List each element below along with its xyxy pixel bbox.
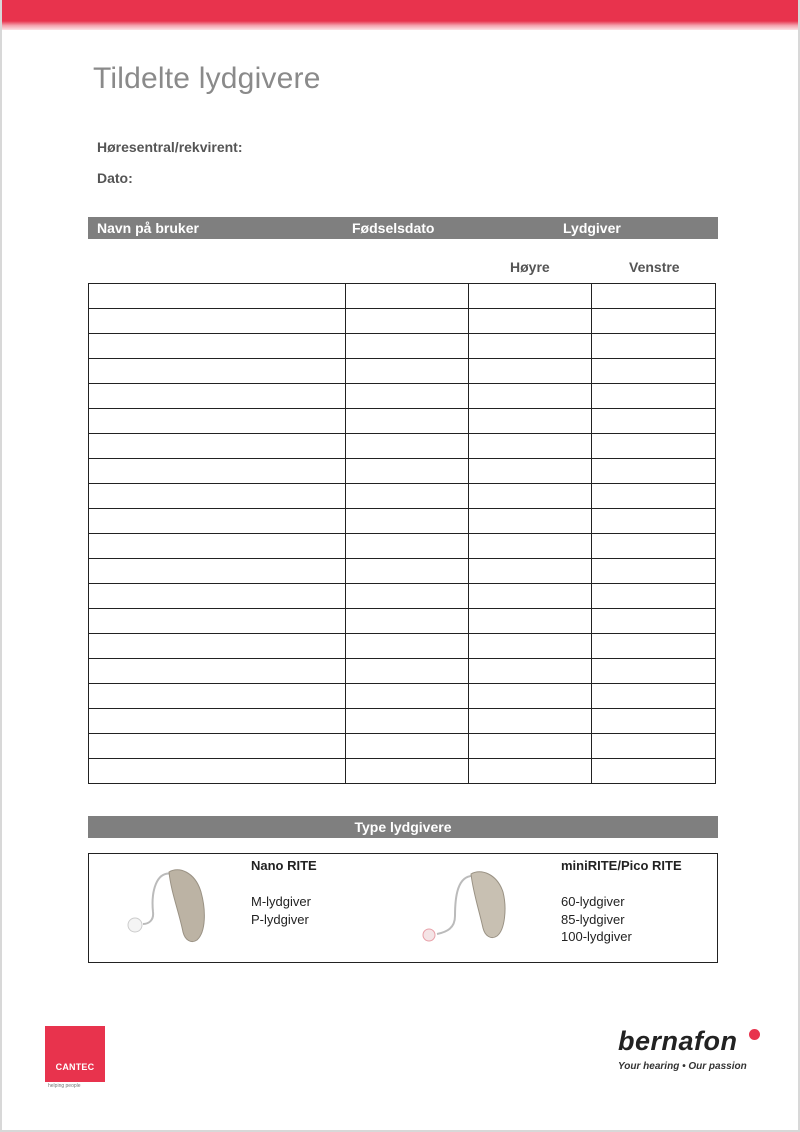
birthdate-cell[interactable]: [346, 709, 469, 734]
table-row: [89, 634, 716, 659]
nano-rite-title: Nano RITE: [251, 858, 317, 873]
header-name: Navn på bruker: [97, 220, 199, 236]
types-heading: Type lydgivere: [354, 819, 452, 835]
left-receiver-cell[interactable]: [592, 609, 716, 634]
types-box: [88, 853, 718, 963]
left-receiver-cell[interactable]: [592, 709, 716, 734]
page-border: [0, 0, 2, 1132]
name-cell[interactable]: [89, 659, 346, 684]
left-receiver-cell[interactable]: [592, 584, 716, 609]
nano-rite-device-image: [111, 862, 221, 950]
left-receiver-cell[interactable]: [592, 484, 716, 509]
name-cell[interactable]: [89, 334, 346, 359]
page-title: Tildelte lydgivere: [93, 62, 321, 95]
birthdate-cell[interactable]: [346, 409, 469, 434]
table-row: [89, 359, 716, 384]
right-receiver-cell[interactable]: [469, 334, 592, 359]
table-row: [89, 484, 716, 509]
right-receiver-cell[interactable]: [469, 734, 592, 759]
cantec-logo: [45, 1026, 105, 1082]
right-receiver-cell[interactable]: [469, 609, 592, 634]
right-receiver-cell[interactable]: [469, 709, 592, 734]
birthdate-cell[interactable]: [346, 334, 469, 359]
name-cell[interactable]: [89, 434, 346, 459]
birthdate-cell[interactable]: [346, 384, 469, 409]
right-receiver-cell[interactable]: [469, 584, 592, 609]
left-receiver-cell[interactable]: [592, 534, 716, 559]
center-label: Høresentral/rekvirent:: [97, 139, 243, 155]
birthdate-cell[interactable]: [346, 509, 469, 534]
types-header-bar: [88, 816, 718, 838]
right-receiver-cell[interactable]: [469, 534, 592, 559]
right-receiver-cell[interactable]: [469, 284, 592, 309]
birthdate-cell[interactable]: [346, 434, 469, 459]
birthdate-cell[interactable]: [346, 759, 469, 784]
table-row: [89, 534, 716, 559]
name-cell[interactable]: [89, 734, 346, 759]
birthdate-cell[interactable]: [346, 659, 469, 684]
mini-item: 60-lydgiver: [561, 894, 625, 909]
name-cell[interactable]: [89, 609, 346, 634]
birthdate-cell[interactable]: [346, 459, 469, 484]
name-cell[interactable]: [89, 284, 346, 309]
birthdate-cell[interactable]: [346, 484, 469, 509]
left-receiver-cell[interactable]: [592, 384, 716, 409]
left-receiver-cell[interactable]: [592, 734, 716, 759]
name-cell[interactable]: [89, 359, 346, 384]
left-receiver-cell[interactable]: [592, 459, 716, 484]
name-cell[interactable]: [89, 634, 346, 659]
right-receiver-cell[interactable]: [469, 559, 592, 584]
table-row: [89, 609, 716, 634]
left-receiver-cell[interactable]: [592, 434, 716, 459]
minirite-title: miniRITE/Pico RITE: [561, 858, 682, 873]
header-receiver: Lydgiver: [563, 220, 621, 236]
table-row: [89, 459, 716, 484]
right-receiver-cell[interactable]: [469, 634, 592, 659]
name-cell[interactable]: [89, 534, 346, 559]
right-receiver-cell[interactable]: [469, 759, 592, 784]
right-receiver-cell[interactable]: [469, 484, 592, 509]
table-row: [89, 684, 716, 709]
table-row: [89, 384, 716, 409]
left-receiver-cell[interactable]: [592, 659, 716, 684]
name-cell[interactable]: [89, 309, 346, 334]
table-row: [89, 734, 716, 759]
birthdate-cell[interactable]: [346, 534, 469, 559]
mini-item: 100-lydgiver: [561, 929, 632, 944]
name-cell[interactable]: [89, 509, 346, 534]
table-row: [89, 559, 716, 584]
table-row: [89, 509, 716, 534]
birthdate-cell[interactable]: [346, 634, 469, 659]
table-row: [89, 334, 716, 359]
right-receiver-cell[interactable]: [469, 459, 592, 484]
left-receiver-cell[interactable]: [592, 409, 716, 434]
name-cell[interactable]: [89, 384, 346, 409]
table-header-bar: [88, 217, 718, 239]
table-row: [89, 409, 716, 434]
name-cell[interactable]: [89, 559, 346, 584]
right-receiver-cell[interactable]: [469, 384, 592, 409]
top-accent-band: [0, 0, 800, 30]
name-cell[interactable]: [89, 484, 346, 509]
left-receiver-cell[interactable]: [592, 309, 716, 334]
left-receiver-cell[interactable]: [592, 509, 716, 534]
birthdate-cell[interactable]: [346, 359, 469, 384]
table-row: [89, 759, 716, 784]
right-receiver-cell[interactable]: [469, 409, 592, 434]
left-receiver-cell[interactable]: [592, 684, 716, 709]
left-receiver-cell[interactable]: [592, 334, 716, 359]
right-receiver-cell[interactable]: [469, 309, 592, 334]
name-cell[interactable]: [89, 684, 346, 709]
birthdate-cell[interactable]: [346, 684, 469, 709]
right-receiver-cell[interactable]: [469, 659, 592, 684]
subheader-right: Høyre: [510, 259, 550, 275]
header-birthdate: Fødselsdato: [352, 220, 435, 236]
table-row: [89, 434, 716, 459]
left-receiver-cell[interactable]: [592, 359, 716, 384]
name-cell[interactable]: [89, 584, 346, 609]
left-receiver-cell[interactable]: [592, 559, 716, 584]
birthdate-cell[interactable]: [346, 584, 469, 609]
birthdate-cell[interactable]: [346, 734, 469, 759]
name-cell[interactable]: [89, 759, 346, 784]
table-row: [89, 709, 716, 734]
bernafon-mark-icon: [749, 1029, 760, 1040]
cantec-tagline: helping people: [48, 1083, 81, 1089]
birthdate-cell[interactable]: [346, 309, 469, 334]
right-receiver-cell[interactable]: [469, 434, 592, 459]
table-row: [89, 584, 716, 609]
birthdate-cell[interactable]: [346, 609, 469, 634]
right-receiver-cell[interactable]: [469, 509, 592, 534]
name-cell[interactable]: [89, 409, 346, 434]
birthdate-cell[interactable]: [346, 559, 469, 584]
date-label: Dato:: [97, 170, 133, 186]
table-row: [89, 309, 716, 334]
right-receiver-cell[interactable]: [469, 684, 592, 709]
subheader-left: Venstre: [629, 259, 680, 275]
table-row: [89, 659, 716, 684]
user-table: [88, 283, 716, 784]
nano-item: P-lydgiver: [251, 912, 309, 927]
left-receiver-cell[interactable]: [592, 759, 716, 784]
mini-item: 85-lydgiver: [561, 912, 625, 927]
bernafon-logo: bernafon: [618, 1026, 738, 1056]
birthdate-cell[interactable]: [346, 284, 469, 309]
name-cell[interactable]: [89, 459, 346, 484]
nano-item: M-lydgiver: [251, 894, 311, 909]
table-row: [89, 284, 716, 309]
minirite-device-image: [407, 868, 527, 948]
name-cell[interactable]: [89, 709, 346, 734]
cantec-logo-text: CANTEC: [55, 1062, 95, 1072]
left-receiver-cell[interactable]: [592, 634, 716, 659]
bernafon-tagline: Your hearing • Our passion: [618, 1061, 747, 1072]
right-receiver-cell[interactable]: [469, 359, 592, 384]
left-receiver-cell[interactable]: [592, 284, 716, 309]
